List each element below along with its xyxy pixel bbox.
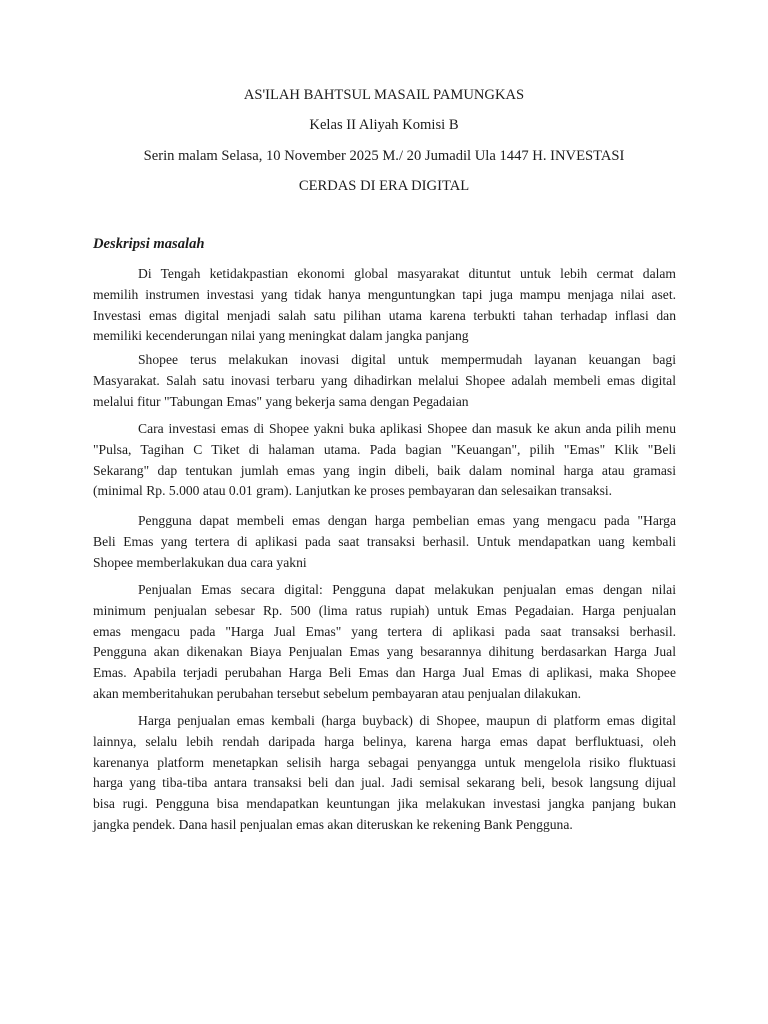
paragraph-line: bisa rugi. Pengguna bisa mendapatkan keuntungan jika melakukan investasi jangka panjang bukan: [93, 796, 676, 812]
paragraph-line: Shopee memberlakukan dua cara yakni: [93, 554, 307, 570]
paragraph-line: Emas. Apabila terjadi perubahan Harga Beli Emas dan Harga Jual Emas di aplikasi, maka Shopee: [93, 665, 676, 681]
paragraph-line: Shopee terus melakukan inovasi digital untuk mempermudah layanan keuangan bagi: [138, 352, 676, 367]
paragraph-line: memilih instrumen investasi yang tidak hanya menguntungkan tapi juga mampu menjaga nilai aset.: [93, 286, 676, 302]
paragraph-line: Investasi emas digital menjadi salah satu pilihan utama karena terbukti tahan terhadap inflasi dan: [93, 307, 676, 323]
paragraph-line: Beli Emas yang tertera di aplikasi pada saat transaksi berhasil. Untuk mendapatkan uang kembali: [93, 533, 676, 549]
paragraph-line: lainnya, selalu lebih rendah daripada harga belinya, karena harga emas dapat berfluktuasi, oleh: [93, 733, 676, 749]
paragraph-line: "Pulsa, Tagihan C Tiket di halaman utama. Pada bagian "Keuangan", pilih "Emas" Klik "Beli: [93, 441, 676, 457]
paragraph-1: [93, 264, 676, 347]
paragraph-line: Pengguna dapat membeli emas dengan harga pembelian emas yang mengacu pada "Harga: [138, 513, 676, 528]
date-line: Serin malam Selasa, 10 November 2025 M./ 20 Jumadil Ula 1447 H. INVESTASI: [143, 148, 625, 164]
paragraph-line: harga yang tiba-tiba antara transaksi beli dan jual. Jadi semisal sekarang beli, besok langsung dijual: [93, 775, 676, 791]
paragraph-line: akan memberitahukan perubahan tersebut sebelum pembayaran atau penjualan dilakukan.: [93, 685, 582, 701]
paragraph-line: Pengguna akan dikenakan Biaya Penjualan Emas yang besarannya dihitung berdasarkan Harga Jual: [93, 644, 676, 660]
paragraph-line: memiliki kecenderungan nilai yang meningkat dalam jangka panjang: [93, 328, 469, 344]
section-title: Deskripsi masalah: [93, 236, 205, 252]
paragraph-line: melalui fitur "Tabungan Emas" yang bekerja sama dengan Pegadaian: [93, 393, 469, 409]
document-title: AS'ILAH BAHTSUL MASAIL PAMUNGKAS: [243, 87, 525, 103]
paragraph-line: Di Tengah ketidakpastian ekonomi global masyarakat dituntut untuk lebih cermat dalam: [138, 266, 676, 281]
paragraph-line: Cara investasi emas di Shopee yakni buka aplikasi Shopee dan masuk ke akun anda pilih menu: [138, 421, 676, 436]
paragraph-line: Harga penjualan emas kembali (harga buyback) di Shopee, maupun di platform emas digital: [138, 713, 676, 728]
paragraph-2: [93, 350, 676, 412]
paragraph-line: karenanya platform menetapkan selisih harga sebagai penyangga untuk mengelola risiko fluktuasi: [93, 754, 676, 770]
paragraph-line: Penjualan Emas secara digital: Pengguna dapat melakukan penjualan emas dengan nilai: [138, 582, 676, 597]
paragraph-line: minimum penjualan sebesar Rp. 500 (lima ratus rupiah) untuk Emas Pegadaian. Harga penjualan: [93, 602, 676, 618]
paragraph-line: jangka pendek. Dana hasil penjualan emas akan diteruskan ke rekening Bank Pengguna.: [93, 816, 573, 832]
paragraph-line: Sekarang" dap tentukan jumlah emas yang ingin dibeli, baik dalam nominal harga atau gramasi: [93, 462, 676, 478]
paragraph-line: emas mengacu pada "Harga Jual Emas" yang tertera di aplikasi pada saat transaksi berhasil.: [93, 623, 676, 639]
paragraph-line: (minimal Rp. 5.000 atau 0.01 gram). Lanjutkan ke proses pembayaran dan selesaikan transaksi.: [93, 483, 613, 499]
paragraph-3: [93, 419, 676, 502]
paragraph-line: Masyarakat. Salah satu inovasi terbaru yang dihadirkan melalui Shopee adalah membeli emas digital: [93, 372, 676, 388]
class-committee-line: Kelas II Aliyah Komisi B: [309, 117, 459, 133]
paragraph-6: [93, 711, 676, 836]
topic-line: CERDAS DI ERA DIGITAL: [298, 178, 470, 194]
paragraph-4: [93, 511, 676, 573]
paragraph-5: [93, 580, 676, 705]
